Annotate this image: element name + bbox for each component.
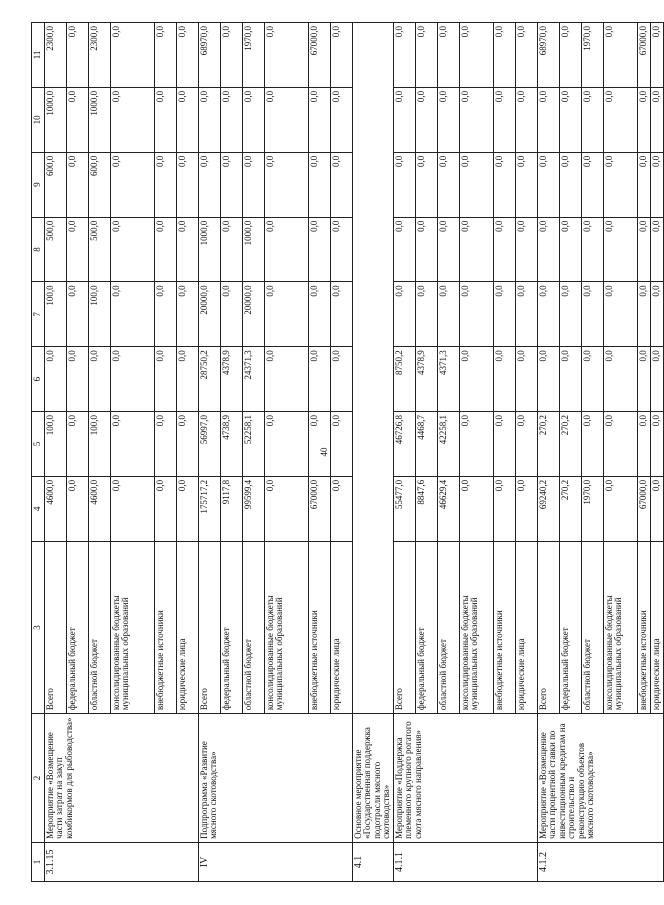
value-cell: 600,0 <box>89 152 111 217</box>
value-cell: 4378,9 <box>415 347 437 412</box>
value-cell: 0,0 <box>111 282 155 347</box>
value-cell: 0,0 <box>650 152 663 217</box>
value-cell: 0,0 <box>603 476 637 541</box>
value-cell: 0,0 <box>265 347 309 412</box>
value-cell: 0,0 <box>459 23 493 88</box>
value-cell: 0,0 <box>265 87 309 152</box>
value-cell: 0,0 <box>265 476 309 541</box>
row-name: Мероприятие «Поддержка племенного крупного рогатого скота мясного направления» <box>393 714 537 843</box>
value-cell: 0,0 <box>459 87 493 152</box>
value-cell: 0,0 <box>415 152 437 217</box>
value-cell: 0,0 <box>493 23 515 88</box>
value-cell: 0,0 <box>603 152 637 217</box>
funding-source: областной бюджет <box>581 541 603 713</box>
column-header: 4 <box>32 476 45 541</box>
value-cell: 55477,0 <box>393 476 415 541</box>
value-cell: 0,0 <box>177 87 199 152</box>
value-cell: 67000,0 <box>309 476 331 541</box>
value-cell: 0,0 <box>581 152 603 217</box>
value-cell: 0,0 <box>603 347 637 412</box>
value-cell: 0,0 <box>415 217 437 282</box>
funding-source: внебюджетные источники <box>493 541 515 713</box>
value-cell: 270,2 <box>559 476 581 541</box>
value-cell: 0,0 <box>603 23 637 88</box>
value-cell: 1000,0 <box>199 217 221 282</box>
value-cell: 0,0 <box>437 23 459 88</box>
value-cell: 0,0 <box>177 347 199 412</box>
funding-source: юридические лица <box>331 541 353 713</box>
value-cell: 0,0 <box>265 282 309 347</box>
value-cell: 0,0 <box>177 217 199 282</box>
value-cell: 0,0 <box>111 217 155 282</box>
value-cell: 0,0 <box>67 23 89 88</box>
value-cell: 0,0 <box>493 87 515 152</box>
value-cell: 20000,0 <box>199 282 221 347</box>
value-cell: 0,0 <box>89 347 111 412</box>
value-cell: 4378,9 <box>221 347 243 412</box>
value-cell: 0,0 <box>309 282 331 347</box>
value-cell: 0,0 <box>221 217 243 282</box>
value-cell: 0,0 <box>331 282 353 347</box>
value-cell: 0,0 <box>459 282 493 347</box>
funding-source: юридические лица <box>177 541 199 713</box>
table-row <box>199 23 221 882</box>
row-code: IV <box>199 842 353 881</box>
funding-source: консолидированные бюджеты муниципальных образований <box>111 541 155 713</box>
value-cell: 0,0 <box>393 152 415 217</box>
value-cell: 0,0 <box>177 152 199 217</box>
value-cell: 0,0 <box>537 87 559 152</box>
value-cell: 0,0 <box>393 87 415 152</box>
value-cell: 0,0 <box>155 476 177 541</box>
funding-source: федеральный бюджет <box>415 541 437 713</box>
column-header: 7 <box>32 282 45 347</box>
value-cell: 0,0 <box>415 282 437 347</box>
funding-source: федеральный бюджет <box>221 541 243 713</box>
value-cell: 0,0 <box>559 87 581 152</box>
value-cell: 0,0 <box>650 23 663 88</box>
value-cell: 0,0 <box>559 217 581 282</box>
value-cell: 0,0 <box>437 152 459 217</box>
funding-source: консолидированные бюджеты муниципальных образований <box>265 541 309 713</box>
value-cell: 0,0 <box>177 23 199 88</box>
table-row <box>393 23 415 882</box>
value-cell: 4600,0 <box>89 476 111 541</box>
value-cell: 0,0 <box>650 87 663 152</box>
value-cell: 0,0 <box>437 282 459 347</box>
value-cell: 0,0 <box>67 87 89 152</box>
value-cell: 0,0 <box>45 347 67 412</box>
value-cell: 0,0 <box>493 152 515 217</box>
row-code: 4.1.2 <box>537 842 663 881</box>
value-cell: 0,0 <box>155 282 177 347</box>
value-cell: 0,0 <box>67 476 89 541</box>
value-cell: 0,0 <box>199 152 221 217</box>
value-cell: 0,0 <box>637 217 650 282</box>
value-cell: 0,0 <box>111 412 155 477</box>
value-cell: 0,0 <box>393 217 415 282</box>
value-cell: 100,0 <box>45 282 67 347</box>
value-cell: 0,0 <box>221 282 243 347</box>
budget-table <box>31 22 664 882</box>
table-row <box>353 23 394 882</box>
value-cell: 0,0 <box>67 282 89 347</box>
value-cell: 500,0 <box>89 217 111 282</box>
value-cell: 0,0 <box>415 87 437 152</box>
column-header: 5 <box>32 412 45 477</box>
value-cell: 0,0 <box>559 152 581 217</box>
value-cell: 0,0 <box>581 347 603 412</box>
row-code: 3.1.15 <box>45 842 199 881</box>
value-cell: 0,0 <box>393 282 415 347</box>
row-name: Подпрограмма «Развитие мясного скотоводства» <box>199 714 353 843</box>
value-cell: 0,0 <box>331 412 353 477</box>
value-cell: 28750,2 <box>199 347 221 412</box>
column-header: 10 <box>32 87 45 152</box>
value-cell: 0,0 <box>199 87 221 152</box>
value-cell: 0,0 <box>331 347 353 412</box>
funding-source: консолидированные бюджеты муниципальных образований <box>603 541 637 713</box>
value-cell: 0,0 <box>221 23 243 88</box>
column-header: 1 <box>32 842 45 881</box>
value-cell: 99599,4 <box>243 476 265 541</box>
funding-source: внебюджетные источники <box>155 541 177 713</box>
value-cell: 24371,3 <box>243 347 265 412</box>
funding-source: Всего <box>537 541 559 713</box>
value-cell: 2300,0 <box>45 23 67 88</box>
value-cell: 0,0 <box>111 152 155 217</box>
header-row <box>32 23 45 882</box>
value-cell: 0,0 <box>265 152 309 217</box>
value-cell: 1970,0 <box>243 23 265 88</box>
value-cell: 56997,0 <box>199 412 221 477</box>
rotated-page <box>31 22 661 882</box>
value-cell: 68970,0 <box>199 23 221 88</box>
value-cell: 0,0 <box>650 347 663 412</box>
value-cell: 500,0 <box>45 217 67 282</box>
value-cell: 0,0 <box>515 217 537 282</box>
row-name: Основное мероприятие «Государственная поддержка подотрасли мясного скотоводства» <box>353 714 394 843</box>
value-cell: 0,0 <box>437 87 459 152</box>
table-row <box>45 23 67 882</box>
value-cell: 0,0 <box>67 217 89 282</box>
value-cell: 0,0 <box>155 152 177 217</box>
value-cell: 270,2 <box>559 412 581 477</box>
funding-source: областной бюджет <box>89 541 111 713</box>
empty-cell <box>353 23 394 714</box>
value-cell: 1000,0 <box>243 217 265 282</box>
value-cell: 0,0 <box>493 476 515 541</box>
value-cell: 0,0 <box>155 87 177 152</box>
value-cell: 0,0 <box>603 282 637 347</box>
value-cell: 100,0 <box>89 412 111 477</box>
value-cell: 4371,3 <box>437 347 459 412</box>
value-cell: 0,0 <box>331 152 353 217</box>
value-cell: 0,0 <box>515 152 537 217</box>
column-header: 6 <box>32 347 45 412</box>
value-cell: 0,0 <box>155 217 177 282</box>
value-cell: 67000,0 <box>637 23 650 88</box>
value-cell: 46629,4 <box>437 476 459 541</box>
value-cell: 270,2 <box>537 412 559 477</box>
value-cell: 0,0 <box>637 152 650 217</box>
value-cell: 0,0 <box>437 217 459 282</box>
value-cell: 0,0 <box>459 347 493 412</box>
row-name: Мероприятие «Возмещение части затрат на закуп комбикормов для рыбоводства» <box>45 714 199 843</box>
value-cell: 0,0 <box>331 476 353 541</box>
value-cell: 0,0 <box>515 87 537 152</box>
value-cell: 0,0 <box>515 347 537 412</box>
value-cell: 1970,0 <box>581 23 603 88</box>
value-cell: 0,0 <box>309 217 331 282</box>
value-cell: 0,0 <box>309 347 331 412</box>
funding-source: Всего <box>45 541 67 713</box>
value-cell: 0,0 <box>393 23 415 88</box>
value-cell: 0,0 <box>155 347 177 412</box>
value-cell: 8750,2 <box>393 347 415 412</box>
value-cell: 0,0 <box>309 152 331 217</box>
value-cell: 0,0 <box>493 347 515 412</box>
value-cell: 69240,2 <box>537 476 559 541</box>
value-cell: 0,0 <box>67 412 89 477</box>
value-cell: 0,0 <box>515 282 537 347</box>
value-cell: 0,0 <box>515 23 537 88</box>
value-cell: 4738,9 <box>221 412 243 477</box>
value-cell: 4468,7 <box>415 412 437 477</box>
value-cell: 0,0 <box>650 217 663 282</box>
value-cell: 0,0 <box>603 217 637 282</box>
value-cell: 0,0 <box>177 282 199 347</box>
value-cell: 100,0 <box>89 282 111 347</box>
value-cell: 0,0 <box>637 282 650 347</box>
value-cell: 100,0 <box>45 412 67 477</box>
value-cell: 0,0 <box>459 476 493 541</box>
value-cell: 600,0 <box>45 152 67 217</box>
value-cell: 0,0 <box>493 282 515 347</box>
value-cell: 0,0 <box>243 152 265 217</box>
value-cell: 0,0 <box>177 476 199 541</box>
value-cell: 0,0 <box>331 23 353 88</box>
table-body <box>45 23 664 882</box>
value-cell: 0,0 <box>559 282 581 347</box>
column-header: 8 <box>32 217 45 282</box>
funding-source: областной бюджет <box>437 541 459 713</box>
value-cell: 67000,0 <box>309 23 331 88</box>
column-header: 2 <box>32 714 45 843</box>
value-cell: 0,0 <box>243 87 265 152</box>
value-cell: 20000,0 <box>243 282 265 347</box>
value-cell: 0,0 <box>459 152 493 217</box>
value-cell: 1000,0 <box>45 87 67 152</box>
funding-source: областной бюджет <box>243 541 265 713</box>
funding-source: Всего <box>199 541 221 713</box>
value-cell: 0,0 <box>309 412 331 477</box>
row-name: Мероприятие «Возмещение части процентной ставки по инвестиционным кредитам на строительство и реконструкцию объектов мясного скотоводства» <box>537 714 663 843</box>
value-cell: 0,0 <box>603 412 637 477</box>
funding-source: внебюджетные источники <box>637 541 650 713</box>
value-cell: 0,0 <box>111 476 155 541</box>
funding-source: Всего <box>393 541 415 713</box>
value-cell: 2300,0 <box>89 23 111 88</box>
column-header: 3 <box>32 541 45 713</box>
value-cell: 0,0 <box>111 347 155 412</box>
value-cell: 0,0 <box>155 412 177 477</box>
value-cell: 0,0 <box>459 412 493 477</box>
value-cell: 9117,8 <box>221 476 243 541</box>
funding-source: юридические лица <box>515 541 537 713</box>
value-cell: 52258,1 <box>243 412 265 477</box>
value-cell: 0,0 <box>155 23 177 88</box>
value-cell: 0,0 <box>537 152 559 217</box>
value-cell: 0,0 <box>637 347 650 412</box>
value-cell: 67000,0 <box>637 476 650 541</box>
page-number: 40 <box>319 447 329 457</box>
value-cell: 0,0 <box>221 152 243 217</box>
value-cell: 0,0 <box>415 23 437 88</box>
value-cell: 1970,0 <box>581 476 603 541</box>
value-cell: 0,0 <box>309 87 331 152</box>
row-code: 4.1 <box>353 842 394 881</box>
value-cell: 0,0 <box>537 347 559 412</box>
value-cell: 0,0 <box>603 87 637 152</box>
value-cell: 0,0 <box>559 23 581 88</box>
column-header: 9 <box>32 152 45 217</box>
row-code: 4.1.1 <box>393 842 537 881</box>
value-cell: 0,0 <box>537 217 559 282</box>
value-cell: 175717,2 <box>199 476 221 541</box>
value-cell: 0,0 <box>265 412 309 477</box>
value-cell: 8847,6 <box>415 476 437 541</box>
funding-source: внебюджетные источники <box>309 541 331 713</box>
value-cell: 0,0 <box>650 412 663 477</box>
value-cell: 0,0 <box>265 217 309 282</box>
value-cell: 0,0 <box>111 87 155 152</box>
value-cell: 0,0 <box>581 412 603 477</box>
table-row <box>537 23 559 882</box>
value-cell: 0,0 <box>515 412 537 477</box>
funding-source: юридические лица <box>650 541 663 713</box>
value-cell: 68970,0 <box>537 23 559 88</box>
value-cell: 0,0 <box>581 217 603 282</box>
value-cell: 1000,0 <box>89 87 111 152</box>
value-cell: 0,0 <box>459 217 493 282</box>
funding-source: федеральный бюджет <box>559 541 581 713</box>
funding-source: консолидированные бюджеты муниципальных образований <box>459 541 493 713</box>
value-cell: 0,0 <box>331 87 353 152</box>
value-cell: 0,0 <box>559 347 581 412</box>
value-cell: 42258,1 <box>437 412 459 477</box>
value-cell: 0,0 <box>637 412 650 477</box>
value-cell: 0,0 <box>111 23 155 88</box>
value-cell: 0,0 <box>537 282 559 347</box>
value-cell: 0,0 <box>650 476 663 541</box>
value-cell: 46726,8 <box>393 412 415 477</box>
value-cell: 0,0 <box>177 412 199 477</box>
value-cell: 0,0 <box>515 476 537 541</box>
funding-source: федеральный бюджет <box>67 541 89 713</box>
value-cell: 0,0 <box>493 412 515 477</box>
value-cell: 0,0 <box>581 87 603 152</box>
column-header: 11 <box>32 23 45 88</box>
value-cell: 0,0 <box>581 282 603 347</box>
value-cell: 4600,0 <box>45 476 67 541</box>
value-cell: 0,0 <box>221 87 243 152</box>
value-cell: 0,0 <box>67 152 89 217</box>
value-cell: 0,0 <box>265 23 309 88</box>
value-cell: 0,0 <box>637 87 650 152</box>
value-cell: 0,0 <box>650 282 663 347</box>
value-cell: 0,0 <box>493 217 515 282</box>
value-cell: 0,0 <box>331 217 353 282</box>
value-cell: 0,0 <box>67 347 89 412</box>
